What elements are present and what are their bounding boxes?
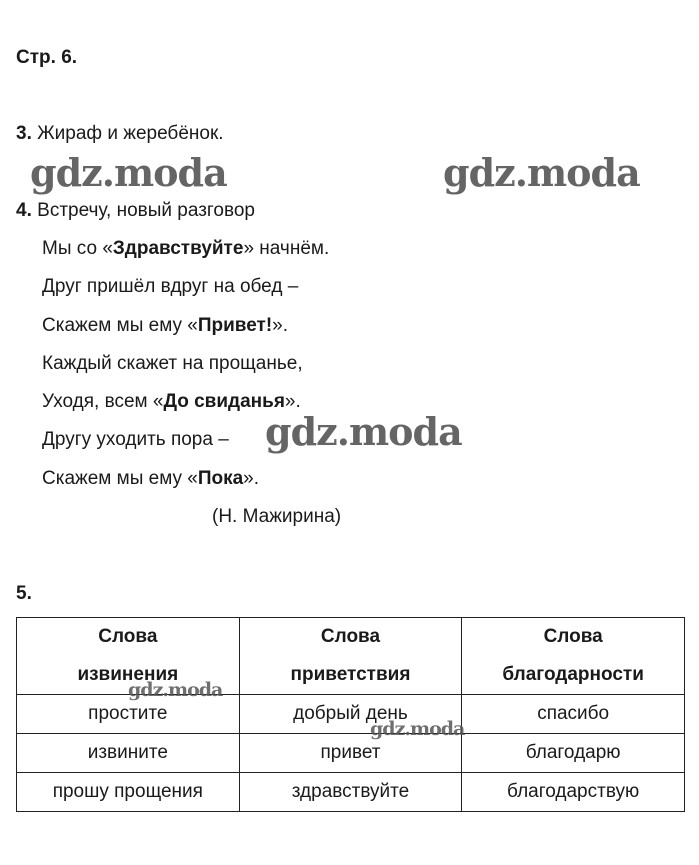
poem-line [42, 390, 301, 414]
table-row [17, 773, 685, 812]
header-line: благодарности [502, 664, 644, 685]
poem-line [42, 428, 229, 452]
poem-text: Скажем мы ему « [42, 468, 198, 489]
table-cell: здравствуйте [239, 773, 462, 812]
table-cell: благодарствую [462, 773, 685, 812]
task-answer: Жираф и жеребёнок. [37, 123, 224, 144]
table-cell: добрый день [239, 695, 462, 734]
header-line: Слова [98, 626, 158, 647]
watermark: gdz.moda [30, 150, 227, 195]
table-cell: извините [17, 734, 240, 773]
table-header-cell [239, 618, 462, 695]
header-line: извинения [77, 664, 179, 685]
poem-text: Мы со « [42, 238, 113, 259]
poem-text: Скажем мы ему « [42, 315, 198, 336]
table-header-row [17, 618, 685, 695]
poem-text: Уходя, всем « [42, 391, 164, 412]
poem-text: ». [284, 391, 301, 412]
table-cell: благодарю [462, 734, 685, 773]
task-4-intro [16, 199, 255, 223]
watermark: gdz.moda [128, 679, 223, 701]
poem-line [42, 275, 298, 299]
poem-line: Встречу, новый разговор [37, 200, 256, 221]
poem-bold-word: Здравствуйте [112, 238, 244, 259]
table-cell: привет [239, 734, 462, 773]
poem-author: (Н. Мажирина) [212, 506, 342, 527]
watermark: gdz.moda [265, 409, 462, 454]
poem-text: ». [272, 315, 289, 336]
header-line: Слова [543, 626, 603, 647]
task-number: 4. [16, 200, 32, 221]
header-line: Слова [320, 626, 381, 647]
watermark: gdz.moda [443, 150, 640, 195]
table-header-cell [462, 618, 685, 695]
poem-text: » начнём. [243, 238, 330, 259]
poem-bold-word: До свиданья [163, 391, 285, 412]
poem-text: Каждый скажет на прощанье, [42, 353, 303, 374]
polite-words-table [16, 617, 685, 812]
table-row [17, 734, 685, 773]
table-row [17, 695, 685, 734]
poem-line [42, 237, 329, 261]
poem-bold-word: Пока [197, 468, 244, 489]
table-cell: простите [17, 695, 240, 734]
task-3 [16, 122, 224, 146]
poem-text: Другу уходить пора – [42, 429, 229, 450]
poem-line [42, 314, 288, 338]
table-cell: прошу прощения [17, 773, 240, 812]
poem-text: Друг пришёл вдруг на обед – [42, 276, 299, 297]
poem-text: ». [243, 468, 260, 489]
poem-line [42, 352, 303, 376]
watermark: gdz.moda [370, 718, 465, 740]
task-number: 3. [16, 123, 32, 144]
page-label: Стр. 6. [16, 47, 78, 68]
table-cell: спасибо [462, 695, 685, 734]
task-number: 5. [16, 583, 32, 604]
poem-line [42, 467, 259, 491]
poem-bold-word: Привет! [197, 315, 273, 336]
header-line: приветствия [290, 664, 411, 685]
